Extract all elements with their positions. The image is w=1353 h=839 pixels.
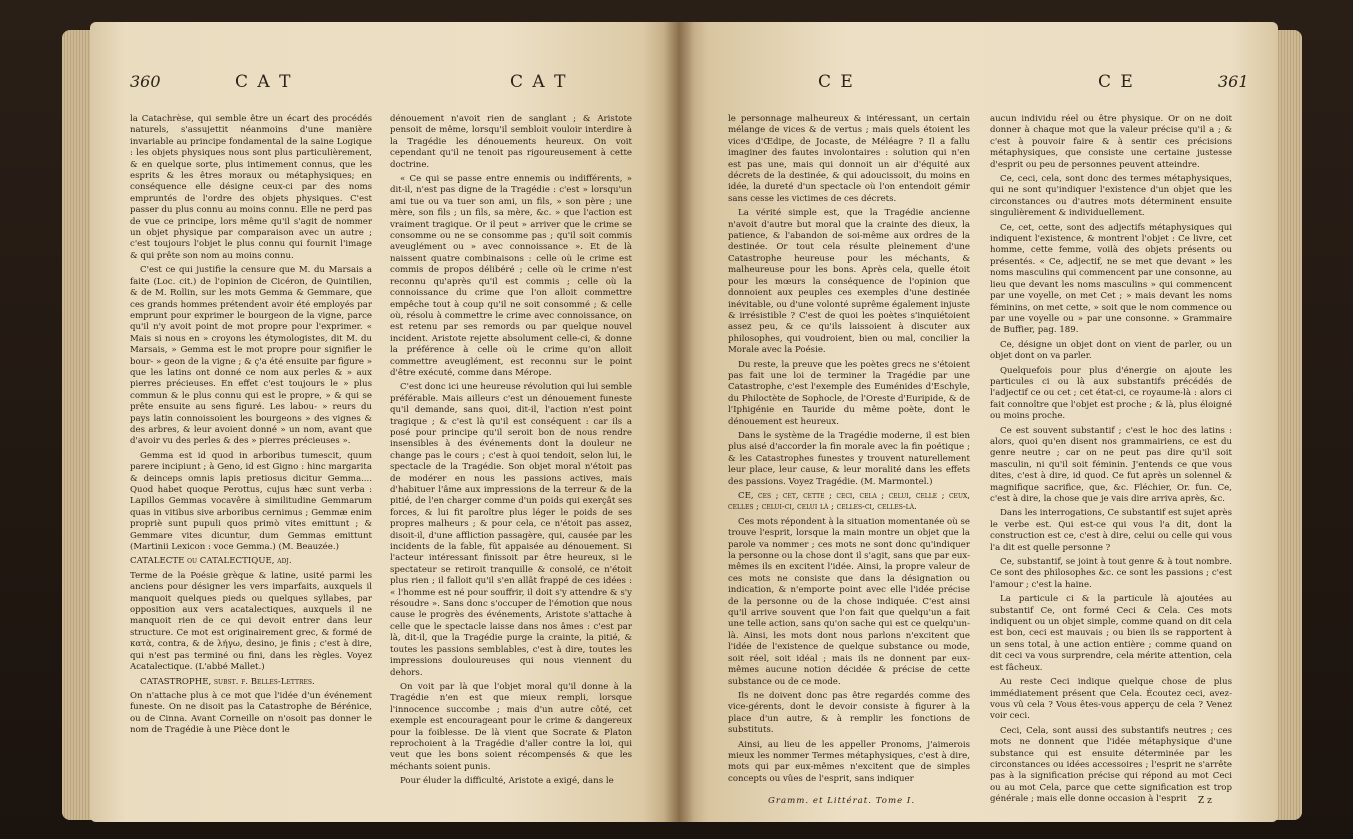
right-page-edges (1276, 30, 1302, 820)
paragraph: « Ce qui se passe entre ennemis ou indifférents, » dit-il, n'est pas digne de la Tragédie : c'est » lorsqu'un ami tue ou va tuer son ami, un fils, » son père ; une mère, son fils ; un fils, sa mère, &c. » que l'action est vraiment tragique. Or il peut » arriver que le crime se consomme ou ne se consomme pas ; qu'il soit commis aveuglément ou » avec connoissance ». Et de là naissent quatre combinaisons : celle où le crime est commis de propos délibéré ; celle où le crime n'est reconnu qu'après qu'il est commis ; celle où la connoissance du crime que l'on alloit commettre empêche tout à coup qu'il ne soit consommé ; & celle où, résolu à commettre le crime avec connoissance, on est retenu par ses remords ou par quelque nouvel incident. Aristote rejette absolument celle-ci, & donne la préférence à celle où le crime qu'on alloit commettre aveuglément, est reconnu sur le point d'être exécuté, comme dans Mérope. (390, 174, 632, 378)
entry-heading: CE, ces ; cet, cette ; ceci, cela ; celui, celle ; ceux, celles ; celui-ci, celui là ; celles-ci, celles-là. (728, 491, 970, 513)
left-column-2 (390, 114, 632, 804)
entry-heading: CATASTROPHE, subst. f. Belles-Lettres. (140, 676, 315, 687)
running-head: C E (818, 72, 855, 92)
paragraph: Pour éluder la difficulté, Aristote a exigé, dans le (400, 776, 614, 787)
paragraph: Quelquefois pour plus d'énergie on ajoute les particules ci ou là aux substantifs précédés de l'adjectif ce ou cet ; cet état-ci, ce royaume-là : alors ci fait connoître que l'objet est proche ; & là, plus éloigné ou moins proche. (990, 365, 1232, 422)
paragraph: Ce est souvent substantif ; c'est le hoc des latins : alors, quoi qu'en disent nos grammairiens, ce est du genre neutre ; car on ne peut pas dire qu'il soit masculin, ni qu'il soit féminin. J'entends ce que vous dites, c'est à dire, id quod. Ce fut après un solennel & magnifique sacrifice, que, &c. Fléchier, Or. fun. Ce, c'est à dire, la chose que je vais dire arriva après, &c. (990, 425, 1232, 504)
paragraph: Ce, substantif, se joint à tout genre & à tout nombre. Ce sont des philosophes &c. ce sont les passions ; c'est l'amour ; c'est la haine. (990, 557, 1232, 590)
running-head: C A T (235, 72, 293, 92)
paragraph: Ce, ceci, cela, sont donc des termes métaphysiques, qui ne sont qu'indiquer l'existence d'un objet que les circonstances ou d'autres mots déterminent ensuite singulièrement & individuellement. (990, 174, 1232, 219)
paragraph: la Catachrèse, qui semble être un écart des procédés naturels, s'assujettit néanmoins d'une manière invariable au principe fondamental de la saine Logique : les objets physiques nous sont plus particulièrement, & en quelque sorte, plus intimement connus, que les esprits & les êtres moraux ou métaphysiques; en conséquence elle désigne ceux-ci par des noms empruntés de l'ordre des objets physiques. C'est passer du plus connu au moins connu. Elle ne perd pas de vue ce principe, lors même qu'il s'agit de nommer un objet physique par comparaison avec un autre ; c'est toujours l'objet le plus connu qui fournit l'image & qui prête son nom au moins connu. (130, 114, 372, 261)
page-footer: Gramm. et Littérat. Tome I. (768, 796, 916, 806)
paragraph: C'est ce qui justifie la censure que M. du Marsais a faite (Loc. cit.) de l'opinion de Cicéron, de Quintilien, & de M. Rollin, sur les mots Gemma & Gemmare, que ces grands hommes prétendent avoir été employés par emprunt pour exprimer le bourgeon de la vigne, parce qu'il n'y avoit point de mot propre pour l'exprimer. « Mais si nous en » croyons les étymologistes, dit M. du Marsais, » Gemma est le mot propre pour signifier le bour- » geon de la vigne ; & ç'a été ensuite par figure » que les latins ont donné ce nom aux perles & » aux pierres précieuses. En effet c'est toujours le » plus commun & le plus connu qui est le propre, » & qui se prête ensuite au sens figuré. Les labou- » reurs du pays latin connoissoient les bourgeons » des vignes & des arbres, & leur avoient donné » un nom, avant que d'avoir vu des perles & des » pierres précieuses ». (130, 265, 372, 447)
page-number: 361 (1218, 72, 1249, 91)
paragraph: Dans les interrogations, Ce substantif est sujet après le verbe est. Qui est-ce qui vous l'a dit, dont la construction est ce, c'est à dire, celui ou celle qui vous l'a dit est quelle personne ? (990, 508, 1232, 553)
paragraph: Dans le système de la Tragédie moderne, il est bien plus aisé d'accorder la fin morale avec la fin poétique ; & les Catastrophes funestes y trouvent naturellement leur place, leur cause, & leur moralité dans les effets des passions. Voyez Tragédie. (M. Marmontel.) (728, 430, 970, 487)
paragraph: C'est donc ici une heureuse révolution qui lui semble préférable. Mais ailleurs c'est un dénouement funeste qu'il demande, sans quoi, dit-il, l'action n'est point tragique ; & c'est là qu'il est conséquent : car ils a posé pour principe qu'il seroit bon de nous rendre insensibles à des événements dont la douleur ne change pas le cours ; c'est à quoi tendoit, selon lui, le spectacle de la Tragédie. Son objet moral n'étoit pas de modérer en nous les passions actives, mais d'habituer l'âme aux impressions de la terreur & de la pitié, de l'en charger comme d'un poids qui exerçât ses forces, & lui fit paroître plus léger le poids de ses propres malheurs ; & pour cela, ce n'étoit pas assez, disoit-il, d'une affliction passagère, qui, causée par les incidents de la fable, fût appaisée au dénouement. Si l'acteur intéressant finissoit par être heureux, si le spectateur se retiroit tranquille & consolé, ce n'étoit plus rien ; il falloit qu'il s'en allât frappé de ces idées : « l'homme est né pour souffrir, il doit s'y attendre & s'y résoudre ». Sans donc s'occuper de l'émotion que nous cause le progrès des événements, Aristote s'attache à celle que le spectacle laisse dans nos âmes : c'est par là, dit-il, que la Tragédie purge la crainte, la pitié, & toutes les passions semblables, c'est à dire, toutes les impressions douloureuses qui nous viennent du dehors. (390, 382, 632, 678)
left-page (90, 22, 678, 822)
paragraph: Ils ne doivent donc pas être regardés comme des vice-gérents, dont le devoir consiste à figurer à la place d'un autre, & à remplir les fonctions de substituts. (728, 690, 970, 736)
paragraph: Du reste, la preuve que les poètes grecs ne s'étoient pas fait une loi de terminer la Tragédie par une Catastrophe, c'est l'exemple des Euménides d'Eschyle, du Philoctète de Sophocle, de l'Oreste d'Euripide, & de l'Iphigénie en Tauride du même poète, dont le dénouement est heureux. (728, 359, 970, 427)
left-page-header (90, 72, 678, 102)
running-head: C A T (510, 72, 568, 92)
right-column-2 (990, 114, 1232, 804)
running-head: C E (1098, 72, 1135, 92)
paragraph: On n'attache plus à ce mot que l'idée d'un événement funeste. On ne disoit pas la Catastrophe de Bérénice, ou de Cinna. Avant Corneille on n'osoit pas donner le nom de Tragédie à une Pièce dont le (130, 690, 372, 736)
signature-mark: Z z (1198, 796, 1212, 806)
paragraph: Ces mots répondent à la situation momentanée où se trouve l'esprit, lorsque la main montre un objet que la parole va nommer ; ces mots ne sont donc qu'indiquer la personne ou la chose dont il s'agit, sans que par eux-mêmes ils en excitent l'idée. Ainsi, la propre valeur de ces mots ne consiste que dans la désignation ou indication, & n'emporte point avec elle l'idée précise de la personne ou de la chose indiquée. C'est ainsi qu'il arrive souvent que l'on fait que quelqu'un a fait une telle action, sans qu'on sache qui est ce quelqu'un-là. Ainsi, les mots dont nous parlons n'excitent que l'idée de l'existence de quelque substance ou mode, soit réel, soit idéal ; mais ils ne donnent par eux-mêmes aucune notion décidée & précise de cette substance ou de ce mode. (728, 516, 970, 687)
paragraph: aucun individu réel ou être physique. Or on ne doit donner à chaque mot que la valeur précise qu'il a ; & c'est à pouvoir faire & à sentir ces précisions métaphysiques, que consiste une certaine justesse d'esprit ou peu de personnes peuvent atteindre. (990, 114, 1232, 170)
right-page (678, 22, 1278, 822)
right-page-header (678, 72, 1278, 102)
right-column-1 (728, 114, 970, 804)
paragraph: Ce, cet, cette, sont des adjectifs métaphysiques qui indiquent l'existence, & montrent l'objet : Ce livre, cet homme, cette femme, voilà des objets présents ou présentés. « Ce, adjectif, ne se met que devant » les noms masculins qui commencent par une consonne, au lieu que devant les noms masculins » qui commencent par une voyelle, on met Cet ; » mais devant les noms féminins, on met cette, » soit que le nom commence ou par une voyelle ou » par une consonne. » Grammaire de Buffier, pag. 189. (990, 222, 1232, 336)
paragraph: La particule ci & la particule là ajoutées au substantif Ce, ont formé Ceci & Cela. Ces mots indiquent ou un objet simple, comme quand on dit cela est bon, ceci est mauvais ; ou bien ils se rapportent à un sens total, à une action entière ; comme quand on dit ceci va vous surprendre, cela mérite attention, cela est fâcheux. (990, 594, 1232, 673)
paragraph: On voit par là que l'objet moral qu'il donne à la Tragédie n'en est que mieux rempli, lorsque l'innocence succombe ; mais d'un autre côté, cet exemple est encourageant pour le crime & dangereux pour la foiblesse. De là vient que Socrate & Platon reprochoient à la Tragédie d'aller contre la loi, qui veut que les bons soient récompensés & que les méchants soient punis. (390, 681, 632, 772)
paragraph: le personnage malheureux & intéressant, un certain mélange de vices & de vertus ; mais quels étoient les vices d'Œdipe, de Jocaste, de Méléagre ? Il a fallu imaginer des fautes involontaires : solution qui n'en est pas une, mais qui donnoit un air d'équité aux décrets de la destinée, & qui adoucissoit, du moins en idée, la dureté d'un spectacle où l'on entendoit gémir sans cesse les victimes de ces décrets. (728, 114, 970, 204)
paragraph: Ainsi, au lieu de les appeller Pronoms, j'aimerois mieux les nommer Termes métaphysiques, c'est à dire, mots qui par eux-mêmes n'excitent que de simples concepts ou vûes de l'esprit, sans indiquer (728, 739, 970, 784)
page-number: 360 (130, 72, 161, 91)
paragraph: La vérité simple est, que la Tragédie ancienne n'avoit d'autre but moral que la crainte des dieux, la patience, & l'abandon de soi-même aux ordres de la destinée. Or tout cela résulte pleinement d'une Catastrophe heureuse pour les méchants, & malheureuse pour les bons. Après cela, quelle étoit pour les mœurs la conséquence de l'opinion que donnoient aux peuples ces exemples d'une destinée inévitable, ou d'une volonté suprême également injuste & irrésistible ? C'est de quoi les poètes s'inquiétoient assez peu, & ce qu'ils laissoient à discuter aux philosophes, qui voudroient, bien ou mal, concilier la Morale avec la Poésie. (728, 208, 970, 356)
paragraph: Au reste Ceci indique quelque chose de plus immédiatement présent que Cela. Écoutez ceci, avez-vous vû cela ? Vous êtes-vous apperçu de cela ? Venez voir ceci. (990, 677, 1232, 722)
paragraph: Ceci, Cela, sont aussi des substantifs neutres ; ces mots ne donnent que l'idée métaphysique d'une substance qui est ensuite déterminée par les circonstances ou idées accessoires ; l'esprit ne s'arrête pas à la signification précise qui répond au mot Ceci ou au mot Cela, parce que cette signification est trop générale ; mais elle donne occasion à l'esprit (990, 725, 1232, 804)
paragraph: Gemma est id quod in arboribus tumescit, quum parere incipiunt ; à Geno, id est Gigno : hinc margarita & deinceps omnis lapis pretiosus dicitur Gemma.... Quod habet quoque Perottus, cujus hæc sunt verba : Lapillos Gemmas vocavêre à similitudine Gemmarum quas in vitibus sive arboribus cernimus ; Gemmæ enim propriè sunt pupuli quos primò vites emittunt ; & Gemmare vites dicuntur, dum Gemmas emittunt (Martinii Lexicon : voce Gemma.) (M. Beauzée.) (130, 450, 372, 553)
paragraph: Terme de la Poésie grèque & latine, usité parmi les anciens pour désigner les vers imparfaits, auxquels il manquoit quelques pieds ou quelques syllabes, par opposition aux vers acatalectiques, auxquels il ne manquoit rien de ce qui devoit entrer dans leur structure. Ce mot est originairement grec, & formé de κατὰ, contra, & de λήγω, desino, je finis ; c'est à dire, qui n'est pas terminé ou fini, dans les règles. Voyez Acatalectique. (L'abbé Mallet.) (130, 570, 372, 673)
entry-heading: CATALECTE ou CATALECTIQUE, adj. (130, 556, 292, 567)
left-page-edges (62, 30, 92, 820)
paragraph: dénouement n'avoit rien de sanglant ; & Aristote pensoit de même, lorsqu'il sembloit vouloir interdire à la Tragédie les dénouements heureux. On voit cependant qu'il ne tenoit pas rigoureusement à cette doctrine. (390, 114, 632, 170)
left-column-1 (130, 114, 372, 804)
paragraph: Ce, désigne un objet dont on vient de parler, ou un objet dont on va parler. (990, 339, 1232, 362)
